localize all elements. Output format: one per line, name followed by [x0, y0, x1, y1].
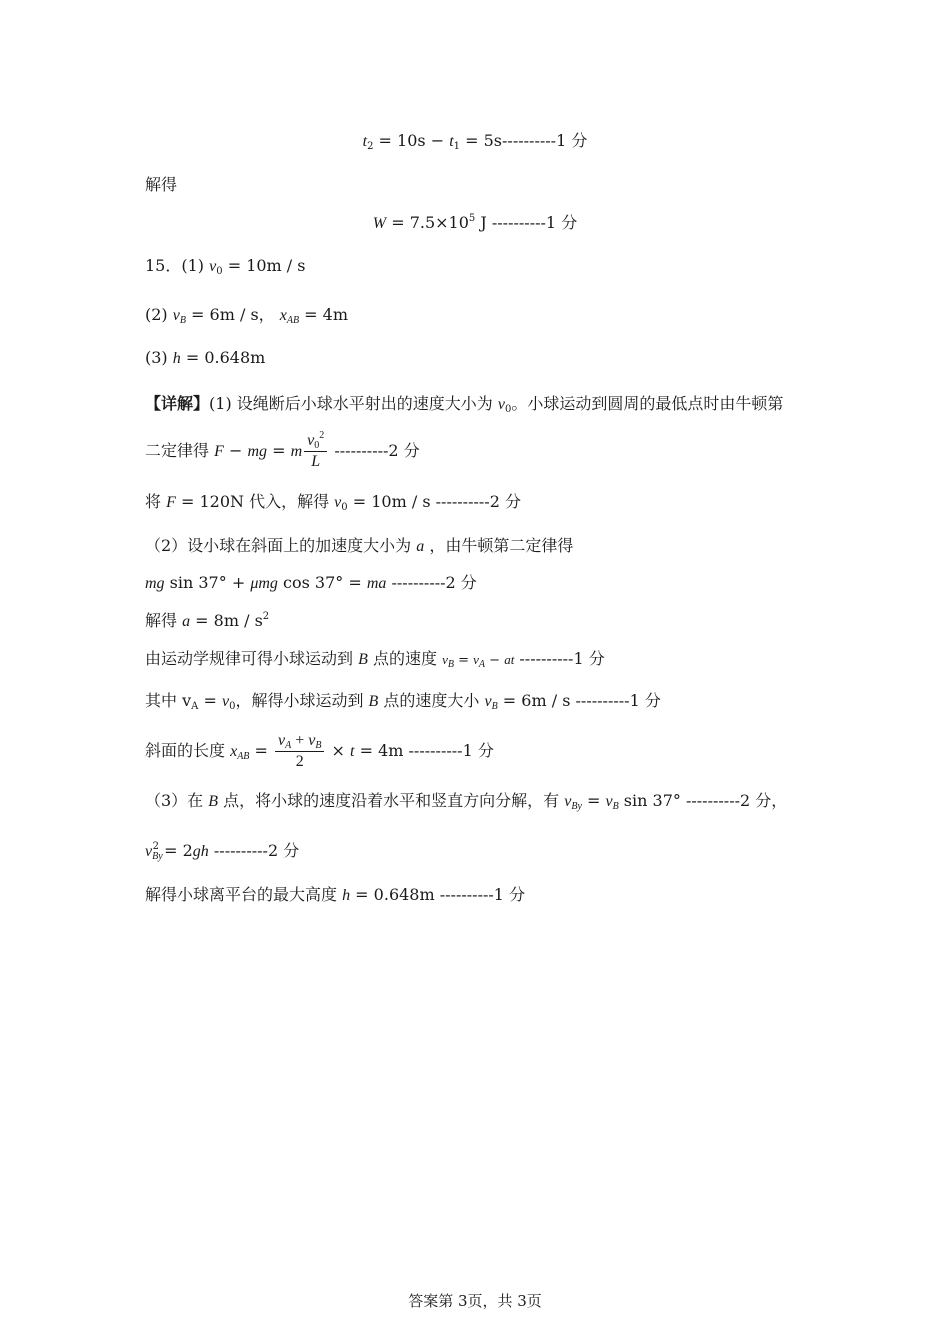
text-jiede-1: 解得 — [145, 175, 178, 194]
equation-t2 — [0, 130, 950, 153]
part2-vB-value: 其中 $v_A = v_0$，解得小球运动到 B 点的速度大小 $v_B = 6m / s$ ----------1 分 — [145, 691, 661, 712]
part3-decomposition: （3）在 B 点，将小球的速度沿着水平和竖直方向分解，有 $v_{By} = v_B$ sin 37° ----------2 分， — [145, 791, 788, 812]
newton-equation: F − mg = m $\frac{v_0^2}{L}$ ----------2 分 — [214, 430, 420, 470]
part2-xAB: 斜面的长度 $x_{AB}$ = $\frac{v_A + v_B}{2}$ × t = 4m ----------1 分 — [145, 732, 494, 770]
part2-vB-formula: 由运动学规律可得小球运动到 B 点的速度 $v_B = v_A$ − at ----------1 分 — [145, 649, 605, 670]
substitute-F-line: 将 F = 120N 代入，解得 $v_0 = 10m / s$ ----------2 分 — [145, 492, 521, 513]
detail-text: (1) 设绳断后小球水平射出的速度大小为 $v_0$。小球运动到圆周的最低点时由牛顿第 — [209, 394, 784, 415]
part2-equation: mg sin 37° + μmg cos 37° = ma ----------2 分 — [145, 573, 477, 592]
equation-W: $W = 7.5\times 10^5$ J ----------1 分 — [372, 213, 578, 232]
part2-acceleration: 解得 $a = 8m / s^2$ — [145, 611, 270, 630]
page-footer: 答案第 3页，共 3页 — [408, 1292, 542, 1310]
newton-equation-line — [145, 431, 420, 472]
part3-equation: $v_{By}^2 = 2gh$ ----------2 分 — [145, 841, 300, 862]
part3-height: 解得小球离平台的最大高度 h = 0.648m ----------1 分 — [145, 885, 526, 904]
answer-15-3: (3) h = 0.648m — [145, 348, 266, 367]
answer-15-2: (2) $v_B = 6m / s$， $x_{AB} = 4m$ — [145, 305, 349, 326]
detail-paragraph-1 — [145, 393, 783, 416]
detail-label: 【详解】 — [145, 394, 210, 413]
answer-15-1: 15．(1) $v_0 = 10m / s$ — [145, 256, 306, 277]
part2-intro: （2）设小球在斜面上的加速度大小为 a ，由牛顿第二定律得 — [145, 536, 574, 555]
newton-prefix: 二定律得 — [145, 441, 210, 460]
equation-t2-content: $t_2 = 10s - t_1 = 5s----------1$ 分 — [362, 131, 588, 152]
